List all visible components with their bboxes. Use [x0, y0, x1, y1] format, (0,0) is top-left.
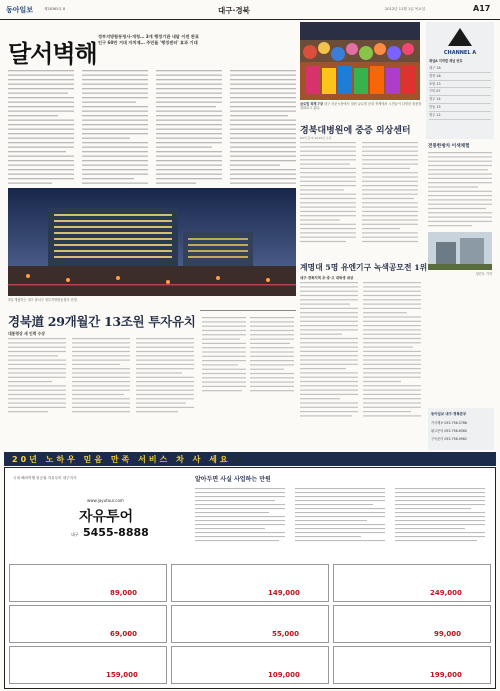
ad-item-price: 109,000 — [268, 671, 300, 679]
investment-headline: 경북道 29개월간 13조원 투자유치 — [8, 314, 196, 329]
story-center-body — [300, 142, 420, 252]
story-center-headline: 경북대병원에 중증 외상센터 — [300, 126, 411, 136]
ad-item — [9, 564, 167, 602]
ad-item — [171, 605, 329, 643]
story-park-body — [300, 282, 422, 427]
ad-fineprint-text — [195, 486, 489, 558]
channel-list-item: 경북 16 — [429, 73, 491, 81]
market-photo-caption-text: 대구 서문시장에서 열린 글로벌 문화 축제에서 시민들이 다양한 물품을 살펴보고 있다. — [300, 102, 422, 111]
ad-panel — [4, 467, 496, 689]
channel-list-item: 안동 15 — [429, 104, 491, 112]
story-right-photo-caption: 정진우 기자 — [475, 272, 492, 276]
contact-title: 동아일보 대구·경북본부 — [431, 412, 467, 416]
contact-box — [428, 408, 494, 450]
ad-phone-prefix: 대구 — [71, 532, 79, 537]
ad-item — [9, 646, 167, 684]
channel-list-item: 영주 12 — [429, 112, 491, 120]
ad-item — [333, 646, 491, 684]
ad-slogan: 국내 해외여행 항공권 자유투어 대구지사 — [13, 476, 77, 480]
notice-box-text — [200, 311, 296, 421]
ad-phone[interactable]: 5455-8888 — [83, 526, 149, 539]
ad-item-price: 69,000 — [110, 630, 138, 638]
ad-item-price: 99,000 — [434, 630, 462, 638]
investment-text — [8, 338, 194, 438]
ad-item — [9, 605, 167, 643]
story-park-headline: 계명대 5명 유엔기구 녹색공모전 1위 — [300, 263, 428, 272]
channel-list-item: 경주 14 — [429, 96, 491, 104]
ad-item-price: 149,000 — [268, 589, 300, 597]
investment-body — [8, 338, 194, 438]
ad-logo-area — [69, 498, 169, 558]
ad-item — [333, 605, 491, 643]
issue-date: 2012년 11월 1일 목요일 — [385, 7, 426, 11]
ad-item-price: 249,000 — [430, 589, 462, 597]
newspaper-logo: 동아일보 — [6, 5, 34, 14]
ad-item — [171, 564, 329, 602]
ad-item-price: 199,000 — [430, 671, 462, 679]
market-photo-caption — [300, 102, 424, 111]
ad-item-price: 159,000 — [106, 671, 138, 679]
channel-list-item: 구미 07 — [429, 88, 491, 96]
channel-logo-icon — [448, 28, 472, 46]
investment-subhead: 대통령상 새 인력 수상 — [8, 331, 45, 336]
section-title: 대구·경북 — [218, 6, 250, 15]
channel-subtitle: 채널A 지역별 채널 번호 — [429, 59, 463, 63]
story-park-byline: 대구·경북지역 초·중·고 대학생 대상 — [300, 276, 354, 280]
channel-title: CHANNEL A — [443, 50, 477, 56]
contact-line: 구독문의 053-756-9962 — [431, 437, 467, 441]
story-right-headline: 전통한방차 이색체험 — [428, 144, 470, 149]
notice-box — [200, 310, 296, 420]
city-photo — [8, 188, 296, 296]
issue-number: 제28365호 8 — [44, 7, 66, 11]
ad-banner-text: 20년 노하우 믿음 만족 서비스 차 사 세요 — [12, 455, 231, 464]
ad-headline: 알아두면 사실 사업하는 만원 — [195, 476, 271, 483]
ad-item — [171, 646, 329, 684]
lead-subheads — [98, 34, 248, 46]
lead-headline: 달서벽해 — [8, 39, 97, 68]
ad-item-price: 89,000 — [110, 589, 138, 597]
story-park-text — [300, 282, 422, 427]
market-photo — [300, 22, 420, 100]
market-photo-caption-title: 글로벌 축제 7장 — [300, 102, 323, 106]
city-photo-image — [8, 188, 296, 296]
channel-sidebar — [426, 22, 494, 139]
story-right-photo — [428, 232, 492, 270]
market-photo-image — [300, 22, 420, 100]
ad-grid — [9, 564, 493, 686]
ad-url[interactable]: www.jayutour.com — [87, 498, 124, 503]
page-header — [0, 0, 500, 20]
ad-brand: 자유투어 — [79, 509, 134, 525]
ad-item-price: 55,000 — [272, 630, 300, 638]
lead-subhead-2: 인구 60만 거대 자치제… 주민들 '행정센터' 효과 기대 — [98, 39, 198, 45]
city-photo-caption: 3일 개청하는 대구 달서구 정부지방합동청사 전경. — [8, 298, 78, 302]
ad-item — [333, 564, 491, 602]
lead-subhead-1: 정부지방합동청사·개청… 3개 행정기관 내달 이전 완료 — [98, 34, 199, 39]
ad-fineprint — [195, 486, 489, 558]
channel-list-item: 포항 13 — [429, 81, 491, 89]
contact-line: 광고문의 053-756-6560 — [431, 429, 467, 433]
story-center-text — [300, 142, 420, 252]
ad-banner — [4, 452, 496, 466]
story-center-byline: 60억 들여 2014년 오픈 — [300, 136, 332, 140]
story-right-photo-image — [428, 232, 492, 270]
channel-list — [429, 65, 491, 120]
page-number: A17 — [473, 4, 491, 13]
channel-list-item: 대구 18 — [429, 65, 491, 73]
contact-line: 기사제보 053-756-5788 — [431, 421, 467, 425]
